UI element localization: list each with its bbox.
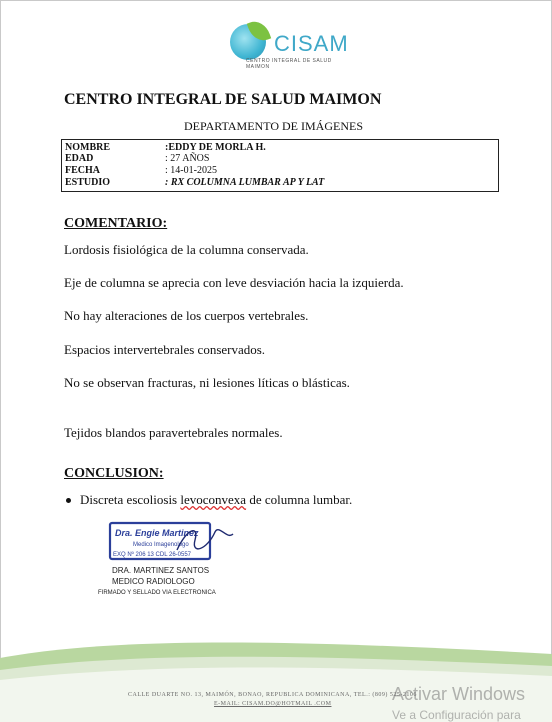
bullet-text-pre: Discreta escoliosis (80, 492, 181, 507)
info-label: ESTUDIO (65, 177, 111, 188)
logo-text: CISAM (274, 31, 349, 56)
stamp-role: Medico Imagenologo (133, 542, 189, 548)
comentario-line: Espacios intervertebrales conservados. (64, 342, 266, 357)
bullet-text-post: de columna lumbar. (246, 492, 353, 507)
info-label: FECHA (65, 165, 100, 176)
bullet-icon (66, 498, 71, 503)
comentario-line: Lordosis fisiológica de la columna conservada. (64, 242, 309, 257)
footer-address: CALLE DUARTE NO. 13, MAIMÓN, BONAO, REPUBLICA DOMINICANA, TEL.: (809) 525-2106 (128, 692, 417, 698)
conclusion-heading: CONCLUSION: (64, 466, 164, 481)
comentario-line: Tejidos blandos paravertebrales normales. (64, 425, 283, 440)
patient-info-box (61, 139, 499, 192)
stamp-exq: EXQ Nº 206 13 CDL 26-0557 (113, 552, 192, 558)
electronic-signature-note: FIRMADO Y SELLADO VIA ELECTRONICA (98, 590, 216, 596)
comentario-line: Eje de columna se aprecia con leve desviación hacia la izquierda. (64, 275, 404, 290)
comentario-heading: COMENTARIO: (64, 216, 168, 231)
spellcheck-word: levoconvexa (180, 492, 247, 507)
doctor-name: DRA. MARTINEZ SANTOS (112, 566, 210, 575)
conclusion-bullet (80, 492, 352, 508)
department-label: DEPARTAMENTO DE IMÁGENES (184, 119, 363, 133)
doctor-stamp (107, 520, 237, 562)
cisam-logo (222, 18, 352, 70)
info-value: : 27 AÑOS (165, 153, 210, 164)
info-label: EDAD (65, 153, 94, 164)
logo-subtitle: CENTRO INTEGRAL DE SALUD MAIMON (246, 58, 332, 70)
stamp-name: Dra. Engie Martinez (115, 528, 199, 538)
info-value: : RX COLUMNA LUMBAR AP Y LAT (165, 177, 325, 188)
info-value: :EDDY DE MORLA H. (165, 142, 266, 153)
comentario-line: No se observan fracturas, ni lesiones líticas o blásticas. (64, 375, 350, 390)
info-value: : 14-01-2025 (165, 165, 217, 176)
doctor-role: MEDICO RADIOLOGO (112, 577, 195, 586)
document-title: CENTRO INTEGRAL DE SALUD MAIMON (64, 91, 382, 108)
windows-activation-hint: Ve a Configuración para (392, 708, 521, 722)
windows-activation-watermark: Activar Windows (392, 684, 526, 704)
footer-email-link[interactable]: E-MAIL: CISAM.DO@HOTMAIL .COM (214, 701, 332, 707)
info-label: NOMBRE (65, 142, 110, 153)
comentario-line: No hay alteraciones de los cuerpos vertebrales. (64, 308, 309, 323)
